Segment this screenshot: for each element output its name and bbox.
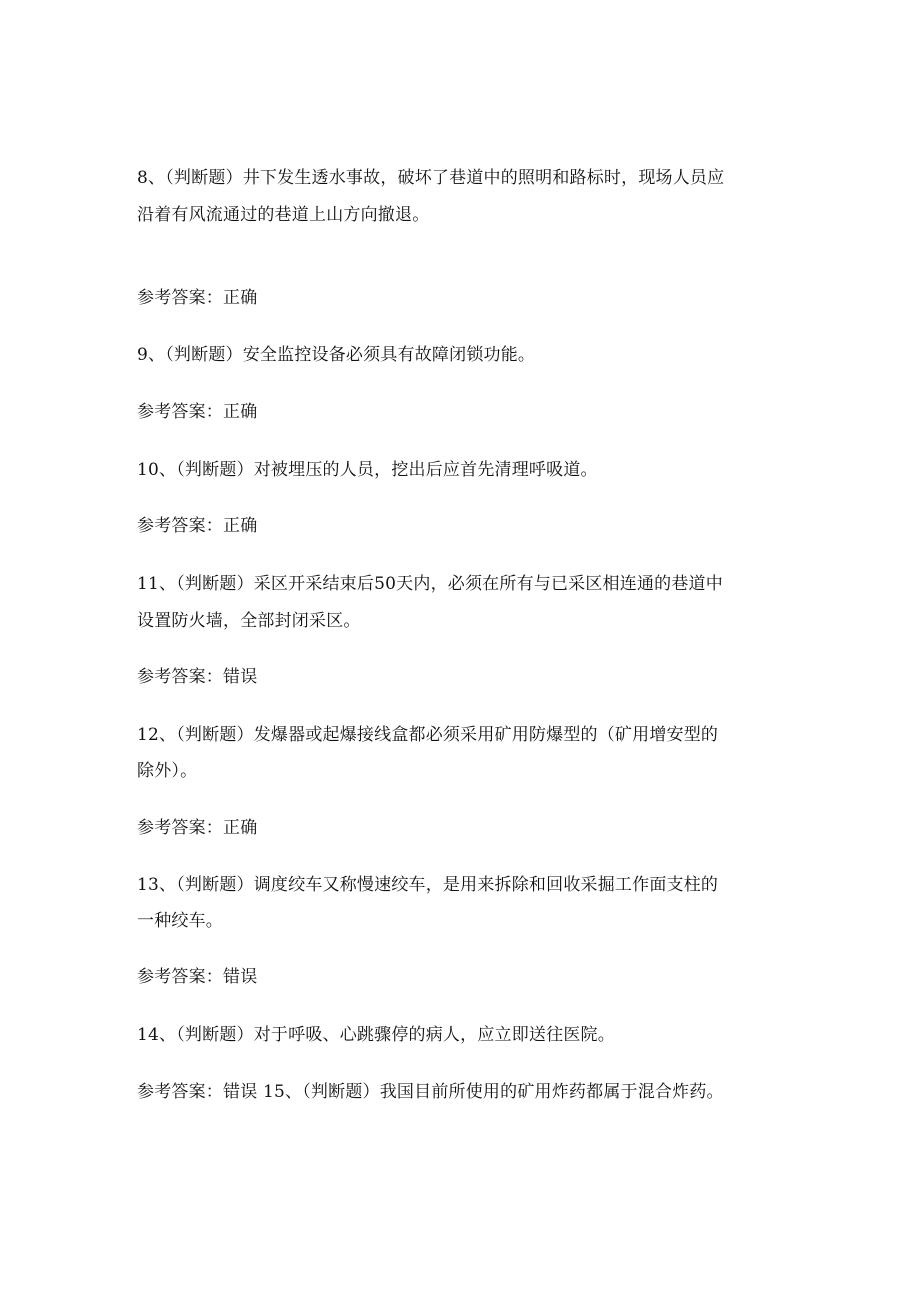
answer-10: 参考答案：正确: [137, 516, 258, 536]
answer-13: 参考答案：错误: [137, 967, 258, 987]
answer-8: 参考答案：正确: [137, 288, 258, 308]
answer-14-question-15: 参考答案：错误 15、（判断题）我国目前所使用的矿用炸药都属于混合炸药。: [137, 1082, 724, 1102]
question-10-line-1: 10、（判断题）对被埋压的人员，挖出后应首先清理呼吸道。: [137, 460, 598, 480]
question-12-line-1: 12、（判断题）发爆器或起爆接线盒都必须采用矿用防爆型的（矿用增安型的: [137, 725, 719, 745]
question-8-line-1: 8、（判断题）井下发生透水事故，破坏了巷道中的照明和路标时，现场人员应: [137, 168, 725, 188]
question-11-line-1: 11、（判断题）采区开采结束后50天内，必须在所有与已采区相连通的巷道中: [137, 574, 723, 594]
question-11-line-2: 设置防火墙，全部封闭采区。: [137, 611, 361, 631]
answer-11: 参考答案：错误: [137, 667, 258, 687]
question-9-line-1: 9、（判断题）安全监控设备必须具有故障闭锁功能。: [137, 345, 536, 365]
question-12-line-2: 除外）。: [137, 761, 198, 781]
answer-9: 参考答案：正确: [137, 402, 258, 422]
answer-12: 参考答案：正确: [137, 818, 258, 838]
question-13-line-2: 一种绞车。: [137, 911, 223, 931]
question-8-line-2: 沿着有风流通过的巷道上山方向撤退。: [137, 205, 430, 225]
question-13-line-1: 13、（判断题）调度绞车又称慢速绞车，是用来拆除和回收采掘工作面支柱的: [137, 875, 719, 895]
question-14-line-1: 14、（判断题）对于呼吸、心跳骤停的病人，应立即送往医院。: [137, 1025, 615, 1045]
